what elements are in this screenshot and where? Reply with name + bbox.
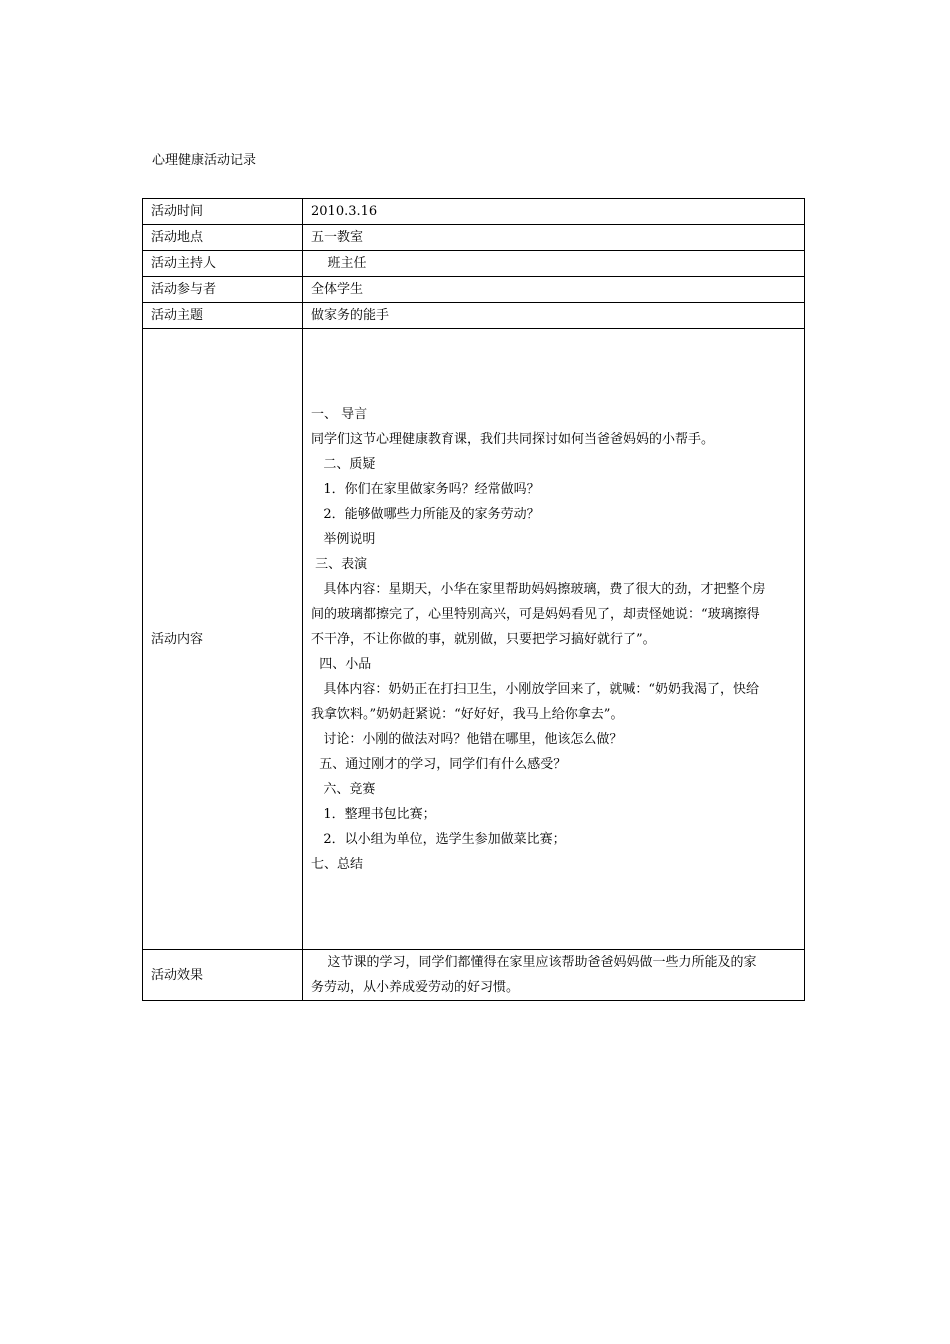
label-activity-participants: 活动参与者 (143, 277, 303, 303)
value-activity-content (303, 329, 805, 950)
row-activity-theme (143, 303, 805, 329)
content-line: 二、质疑 (311, 456, 376, 472)
content-line: 1．整理书包比赛； (311, 806, 436, 822)
effect-line: 务劳动，从小养成爱劳动的好习惯。 (311, 980, 520, 995)
content-line: 七、总结 (311, 856, 364, 872)
value-activity-effect (303, 950, 805, 1001)
content-line: 2．以小组为单位，选学生参加做菜比赛； (311, 831, 566, 847)
content-line: 2．能够做哪些力所能及的家务劳动？ (311, 506, 540, 522)
content-line: 我拿饮料。”奶奶赶紧说：“好好好，我马上给你拿去”。 (311, 706, 624, 722)
label-activity-time: 活动时间 (143, 199, 303, 225)
row-activity-location (143, 225, 805, 251)
value-activity-participants: 全体学生 (303, 277, 805, 303)
content-line: 不干净，不让你做的事，就别做，只要把学习搞好就行了”。 (311, 631, 656, 647)
label-activity-host: 活动主持人 (143, 251, 303, 277)
content-line: 讨论：小刚的做法对吗？他错在哪里，他该怎么做？ (311, 731, 623, 747)
content-line: 六、竞赛 (311, 781, 376, 797)
content-line: 具体内容：奶奶正在打扫卫生，小刚放学回来了，就喊：“奶奶我渴了，快给 (311, 681, 760, 697)
document-title: 心理健康活动记录 (152, 153, 257, 168)
content-line: 三、表演 (311, 556, 368, 572)
row-activity-content (143, 329, 805, 950)
row-activity-effect (143, 950, 805, 1001)
label-activity-theme: 活动主题 (143, 303, 303, 329)
content-line: 五、通过刚才的学习，同学们有什么感受？ (311, 756, 567, 772)
value-activity-time: 2010.3.16 (303, 199, 805, 225)
content-line: 举例说明 (311, 531, 376, 547)
content-line: 1．你们在家里做家务吗？经常做吗？ (311, 481, 540, 497)
effect-line: 这节课的学习，同学们都懂得在家里应该帮助爸爸妈妈做一些力所能及的家 (311, 955, 757, 970)
activity-record-table (142, 198, 805, 1001)
label-activity-content: 活动内容 (143, 329, 303, 950)
content-line: 具体内容：星期天，小华在家里帮助妈妈擦玻璃，费了很大的劲，才把整个房 (311, 581, 766, 597)
label-activity-location: 活动地点 (143, 225, 303, 251)
content-line: 间的玻璃都擦完了，心里特别高兴，可是妈妈看见了，却责怪她说：“玻璃擦得 (311, 606, 760, 622)
label-activity-effect: 活动效果 (143, 950, 303, 1001)
content-line: 一、 导言 (311, 406, 368, 422)
content-line: 同学们这节心理健康教育课，我们共同探讨如何当爸爸妈妈的小帮手。 (311, 431, 715, 447)
value-activity-location: 五一教室 (303, 225, 805, 251)
row-activity-participants (143, 277, 805, 303)
value-activity-host: 班主任 (303, 251, 805, 277)
row-activity-host (143, 251, 805, 277)
row-activity-time (143, 199, 805, 225)
content-line: 四、小品 (311, 656, 372, 672)
value-activity-theme: 做家务的能手 (303, 303, 805, 329)
